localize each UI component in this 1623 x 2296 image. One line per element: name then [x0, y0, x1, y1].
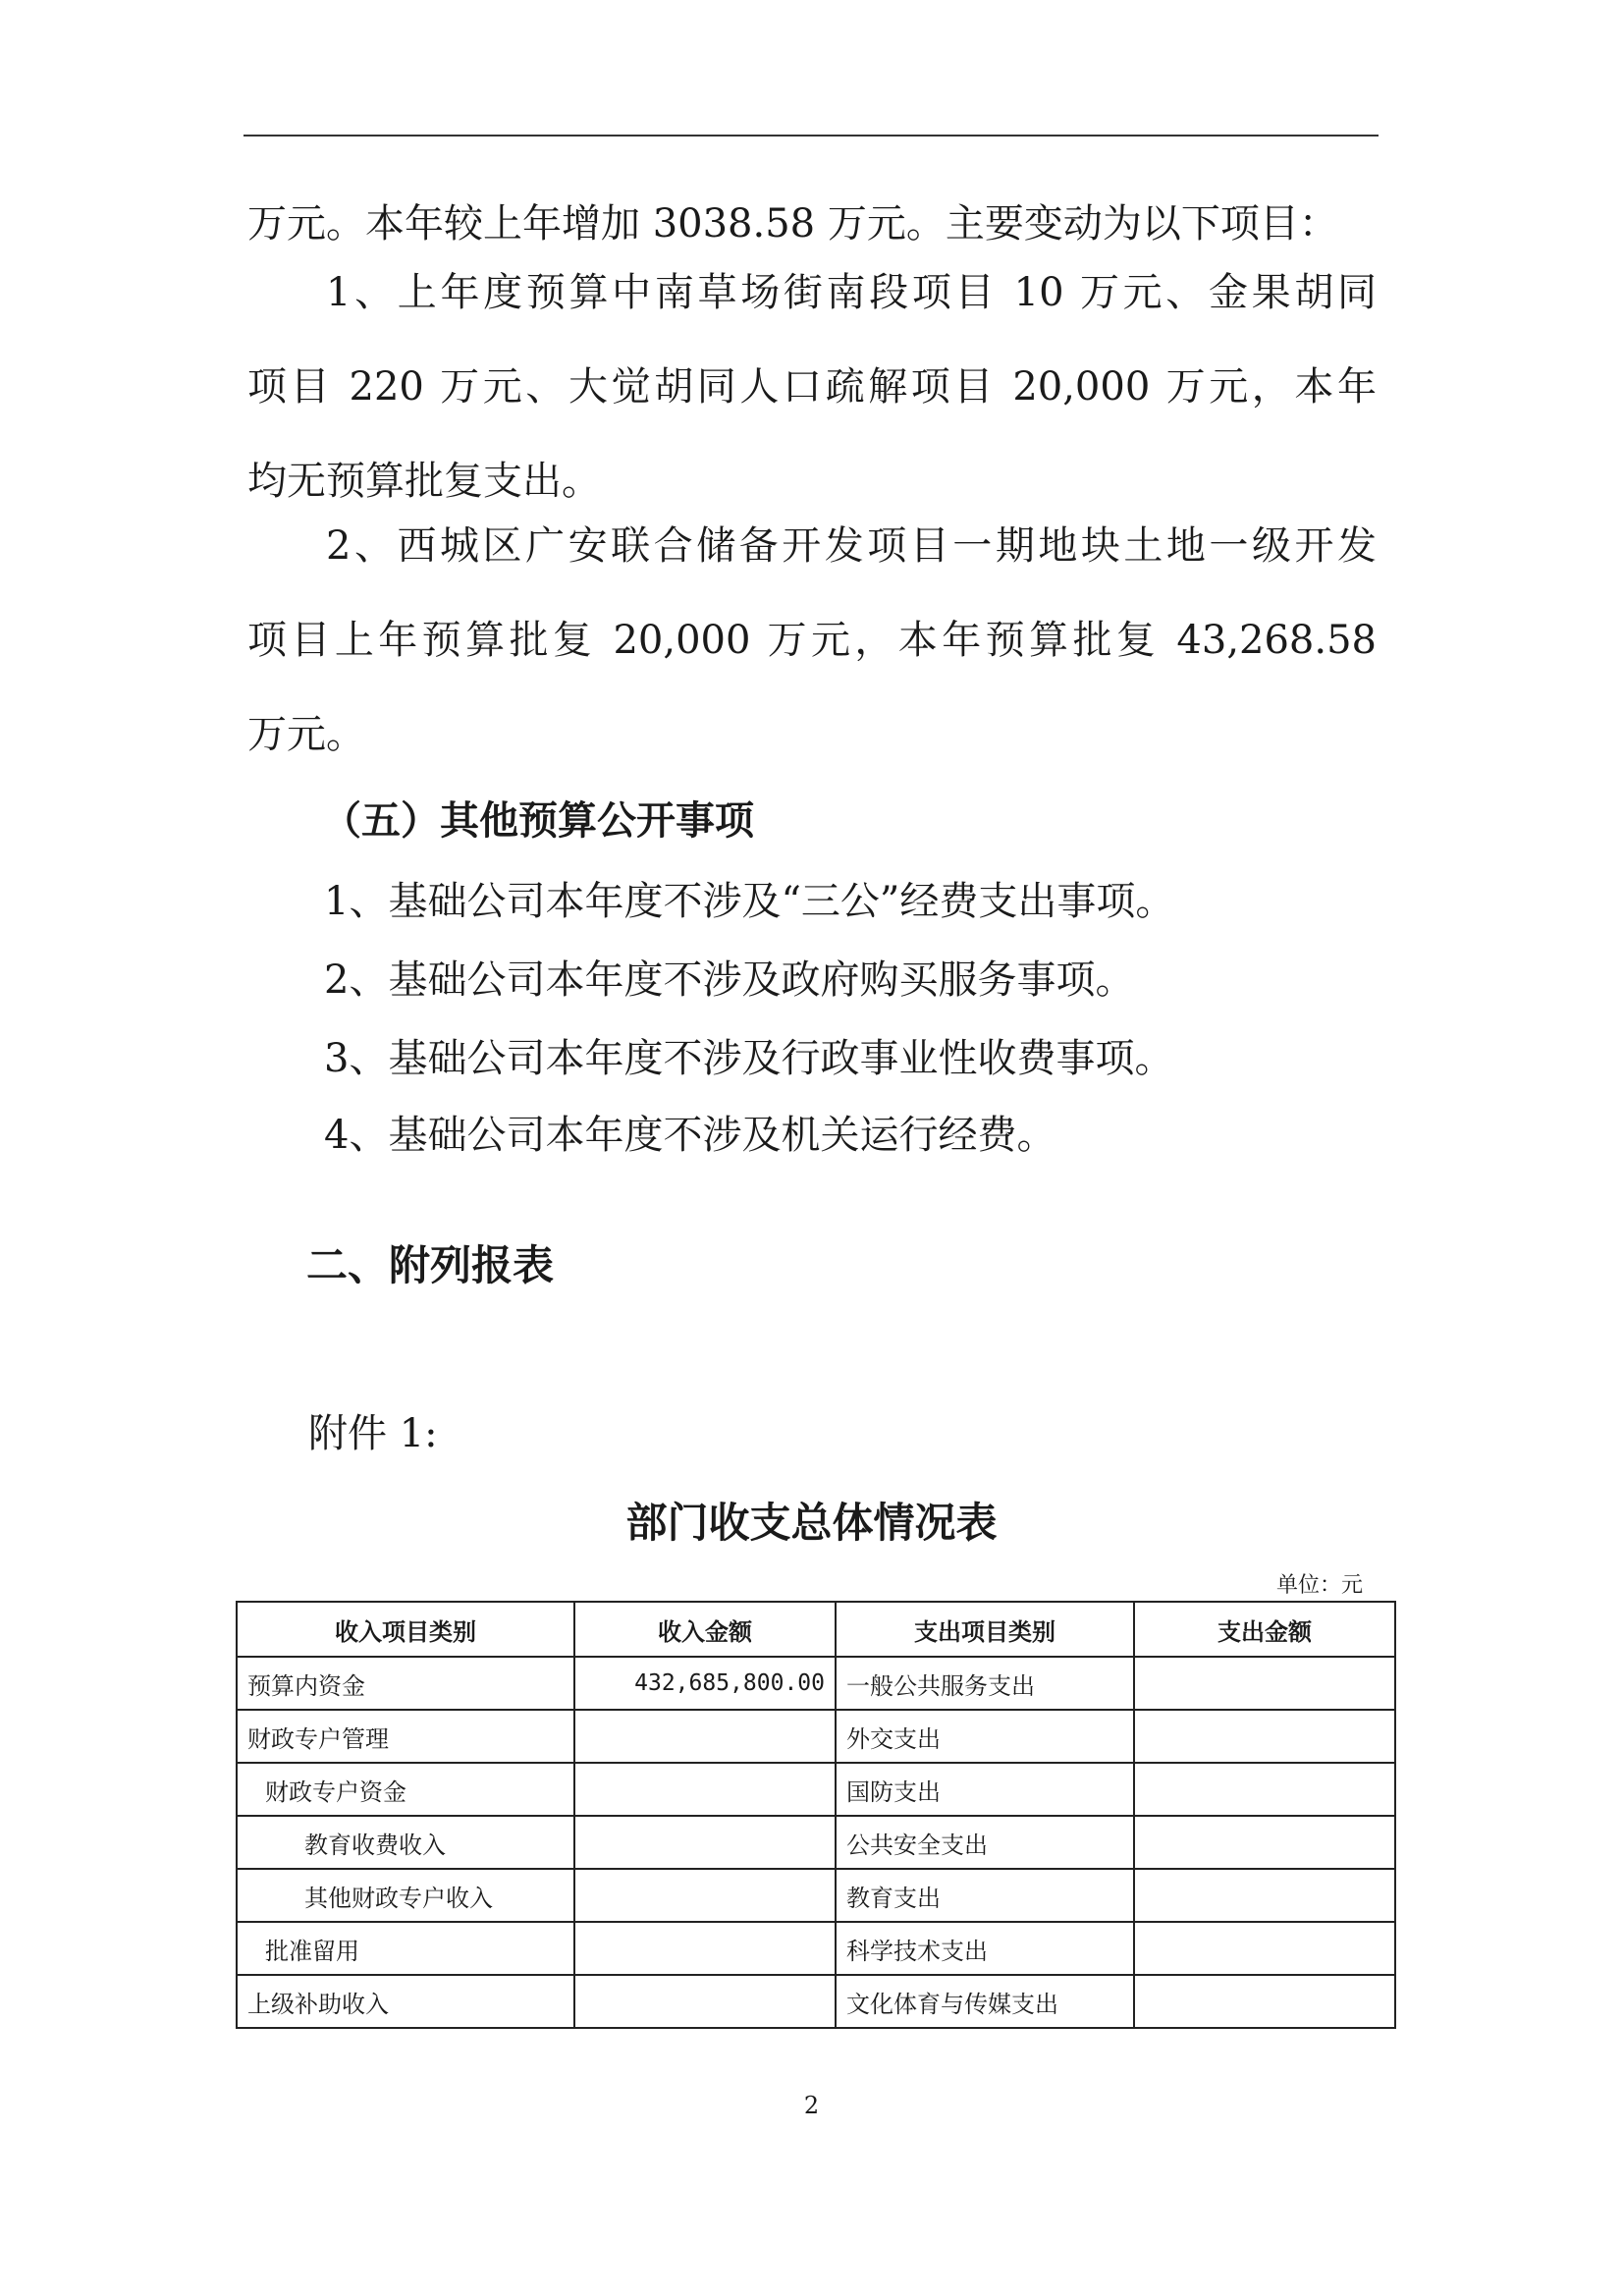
change-item-1: [247, 246, 1377, 528]
income-amount: [574, 1763, 836, 1816]
income-item: 教育收费收入: [237, 1816, 574, 1869]
section-5-item-4: 4、基础公司本年度不涉及机关运行经费。: [324, 1113, 1056, 1158]
expense-amount: [1134, 1869, 1395, 1922]
header-income-amount: 收入金额: [574, 1602, 836, 1657]
section-5-item-3: 3、基础公司本年度不涉及行政事业性收费事项。: [324, 1036, 1174, 1081]
section-2-heading: 二、附列报表: [306, 1241, 555, 1289]
unit-label: 单位：元: [1276, 1573, 1364, 1598]
income-item: 财政专户管理: [237, 1710, 574, 1763]
table-row: [237, 1922, 1395, 1975]
change-item-2-line-1: 2、西城区广安联合储备开发项目一期地块土地一级开发: [326, 523, 1377, 569]
table-row: [237, 1710, 1395, 1763]
table-row: [237, 1869, 1395, 1922]
table-row: [237, 1657, 1395, 1710]
intro-line: 万元。本年较上年增加 3038.58 万元。主要变动为以下项目：: [247, 201, 1338, 246]
table-title: 部门收支总体情况表: [625, 1499, 998, 1547]
expense-item: 文化体育与传媒支出: [836, 1975, 1134, 2028]
section-5-heading: （五）其他预算公开事项: [322, 798, 754, 844]
income-item: 预算内资金: [237, 1657, 574, 1710]
page-number: 2: [803, 2092, 820, 2119]
header-expense-item: 支出项目类别: [836, 1602, 1134, 1657]
header-rule: [243, 135, 1379, 137]
table-row: [237, 1975, 1395, 2028]
expense-amount: [1134, 1657, 1395, 1710]
expense-item: 外交支出: [836, 1710, 1134, 1763]
header-expense-amount: 支出金额: [1134, 1602, 1395, 1657]
income-amount: [574, 1816, 836, 1869]
expense-item: 教育支出: [836, 1869, 1134, 1922]
change-item-2: [247, 499, 1377, 782]
income-item: 上级补助收入: [237, 1975, 574, 2028]
header-income-item: 收入项目类别: [237, 1602, 574, 1657]
expense-amount: [1134, 1763, 1395, 1816]
income-amount: [574, 1975, 836, 2028]
table-header-row: [237, 1602, 1395, 1657]
expense-amount: [1134, 1816, 1395, 1869]
income-amount: [574, 1922, 836, 1975]
expense-item: 国防支出: [836, 1763, 1134, 1816]
table-row: [237, 1763, 1395, 1816]
income-item: 批准留用: [237, 1922, 574, 1975]
section-5-item-2: 2、基础公司本年度不涉及政府购买服务事项。: [324, 957, 1135, 1003]
change-item-1-line-2: 项目 220 万元、大觉胡同人口疏解项目 20,000 万元，本年: [247, 364, 1377, 410]
income-expense-table: [236, 1601, 1396, 2029]
expense-item: 科学技术支出: [836, 1922, 1134, 1975]
income-item: 其他财政专户收入: [237, 1869, 574, 1922]
change-item-1-line-3: 均无预算批复支出。: [247, 459, 601, 504]
income-amount: 432,685,800.00: [574, 1657, 836, 1710]
change-item-1-line-1: 1、上年度预算中南草场街南段项目 10 万元、金果胡同: [326, 270, 1377, 315]
expense-amount: [1134, 1975, 1395, 2028]
attachment-label: 附件 1:: [308, 1411, 438, 1456]
change-item-2-line-2: 项目上年预算批复 20,000 万元，本年预算批复 43,268.58: [247, 618, 1377, 663]
expense-amount: [1134, 1710, 1395, 1763]
change-item-2-line-3: 万元。: [247, 712, 365, 757]
expense-amount: [1134, 1922, 1395, 1975]
income-amount: [574, 1710, 836, 1763]
expense-item: 公共安全支出: [836, 1816, 1134, 1869]
income-amount: [574, 1869, 836, 1922]
expense-item: 一般公共服务支出: [836, 1657, 1134, 1710]
income-item: 财政专户资金: [237, 1763, 574, 1816]
table-row: [237, 1816, 1395, 1869]
section-5-item-1: 1、基础公司本年度不涉及“三公”经费支出事项。: [324, 879, 1175, 924]
